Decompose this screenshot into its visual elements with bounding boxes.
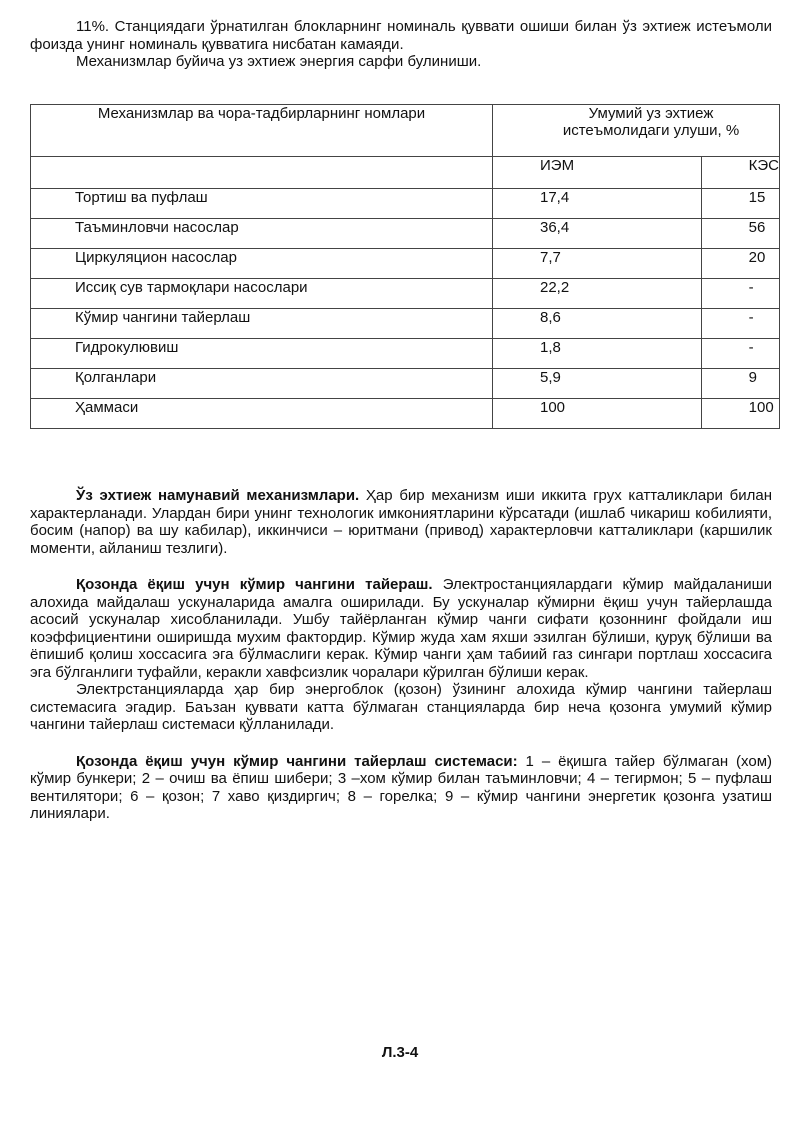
row-name: Таъминловчи насослар bbox=[31, 219, 493, 249]
row-iem: 8,6 bbox=[493, 309, 702, 339]
intro-text bbox=[30, 18, 772, 71]
row-iem: 100 bbox=[493, 399, 702, 429]
table-row bbox=[31, 279, 780, 309]
row-iem: 7,7 bbox=[493, 249, 702, 279]
row-iem: 1,8 bbox=[493, 339, 702, 369]
energy-share-table bbox=[30, 104, 780, 429]
row-iem: 36,4 bbox=[493, 219, 702, 249]
row-iem: 17,4 bbox=[493, 189, 702, 219]
row-name: Қолганлари bbox=[31, 369, 493, 399]
table-header-row bbox=[31, 105, 780, 157]
intro-paragraph: 11%. Станциядаги ўрнатилган блокларнинг номиналь қуввати ошиши билан ўз эхтиеж истеъмоли фоизда унинг номиналь қувватига нисбатан камаяди. bbox=[30, 18, 772, 53]
paragraph-title: Қозонда ёқиш учун кўмир чангини тайераш. bbox=[76, 576, 433, 593]
row-kes: 56 bbox=[701, 219, 779, 249]
paragraph-body: Электростанциялардаги кўмир майдаланиши алохида майдалаш ускуналарида амалга оширилади. Бу ускуналар кўмирни ёқиш учун тайерлашда асосий ускуналар хисобланилади. Ушбу тайёрланган кўмир чанги сифати қозоннинг фойдали иш коэффициентини оширишда мухим фактордир. Кўмир жуда хам яхши эзилган бўлиши, қуруқ бўлиши ва ёпишиб қолиш хоссасига эга бўлмаслиги керак. Кўмир чанги ҳам табиий газ сингари портлаш хоссасига эга бўлганлиги туфайли, керакли хавфсизлик чоралари кўрилган бўлиши керак. bbox=[30, 576, 772, 681]
paragraph-body: Ҳар бир механизм иши иккита грух катталиклари билан характерланади. Улардан бири унинг технологик имкониятларини кўрсатади (ишлаб чикариш кобилияти, босим (напор) ва шу кабилар), иккинчиси – юритмани (привод) характерловчи катталиклари (каршилик моменти, айланиш тезлиги). bbox=[30, 487, 772, 557]
body-text bbox=[30, 487, 772, 823]
table-row bbox=[31, 189, 780, 219]
row-kes: - bbox=[701, 339, 779, 369]
row-kes: 100 bbox=[701, 399, 779, 429]
header-share: Умумий уз эхтиеж истеъмолидаги улуши, % bbox=[493, 105, 780, 157]
table-row bbox=[31, 339, 780, 369]
header-mechanisms: Механизмлар ва чора-тадбирларнинг номлари bbox=[31, 105, 493, 157]
table-row bbox=[31, 369, 780, 399]
paragraph-body: 1 – ёқишга тайер бўлмаган (хом) кўмир бункери; 2 – очиш ва ёпиш шибери; 3 –хом кўмир билан таъминловчи; 4 – тегирмон; 5 – пуфлаш вентилятори; 6 – қозон; 7 хаво қиздиргич; 8 – горелка; 9 – кўмир чангини энергетик қозонга узатиш линиялари. bbox=[30, 752, 772, 822]
row-name: Циркуляцион насослар bbox=[31, 249, 493, 279]
paragraph-title: Ўз эхтиеж намунавий механизмлари. bbox=[76, 487, 360, 504]
paragraph-coal-dust-preparation bbox=[30, 576, 772, 681]
row-name: Иссиқ сув тармоқлари насослари bbox=[31, 279, 493, 309]
row-kes: - bbox=[701, 279, 779, 309]
paragraph-title: Қозонда ёқиш учун кўмир чангини тайерлаш системаси: bbox=[76, 752, 518, 770]
paragraph-typical-mechanisms bbox=[30, 487, 772, 557]
row-kes: 15 bbox=[701, 189, 779, 219]
table-row bbox=[31, 399, 780, 429]
col-kes-header: КЭС bbox=[701, 157, 779, 189]
row-iem: 5,9 bbox=[493, 369, 702, 399]
row-name: Кўмир чангини тайерлаш bbox=[31, 309, 493, 339]
row-iem: 22,2 bbox=[493, 279, 702, 309]
page-label: Л.3-4 bbox=[381, 1044, 419, 1061]
row-kes: 20 bbox=[701, 249, 779, 279]
table-row bbox=[31, 249, 780, 279]
row-name: Гидрокулювиш bbox=[31, 339, 493, 369]
paragraph-power-units: Электрстанцияларда ҳар бир энергоблок (қозон) ўзининг алохида кўмир чангини тайерлаш системасига эгадир. Баъзан қуввати катта бўлмаган станцияларда бир неча қозонга умумий кўмир чангини тайерлаш системаси қўлланилади. bbox=[30, 681, 772, 733]
table-caption: Механизмлар буйича уз эхтиеж энергия сарфи булиниши. bbox=[76, 53, 482, 70]
row-kes: - bbox=[701, 309, 779, 339]
table-row bbox=[31, 309, 780, 339]
table-row bbox=[31, 219, 780, 249]
subheader-empty bbox=[31, 157, 493, 189]
row-name: Тортиш ва пуфлаш bbox=[31, 189, 493, 219]
paragraph-preparation-system bbox=[30, 753, 772, 823]
row-kes: 9 bbox=[701, 369, 779, 399]
table-subheader-row bbox=[31, 157, 780, 189]
row-name: Ҳаммаси bbox=[31, 399, 493, 429]
col-iem-header: ИЭМ bbox=[493, 157, 702, 189]
